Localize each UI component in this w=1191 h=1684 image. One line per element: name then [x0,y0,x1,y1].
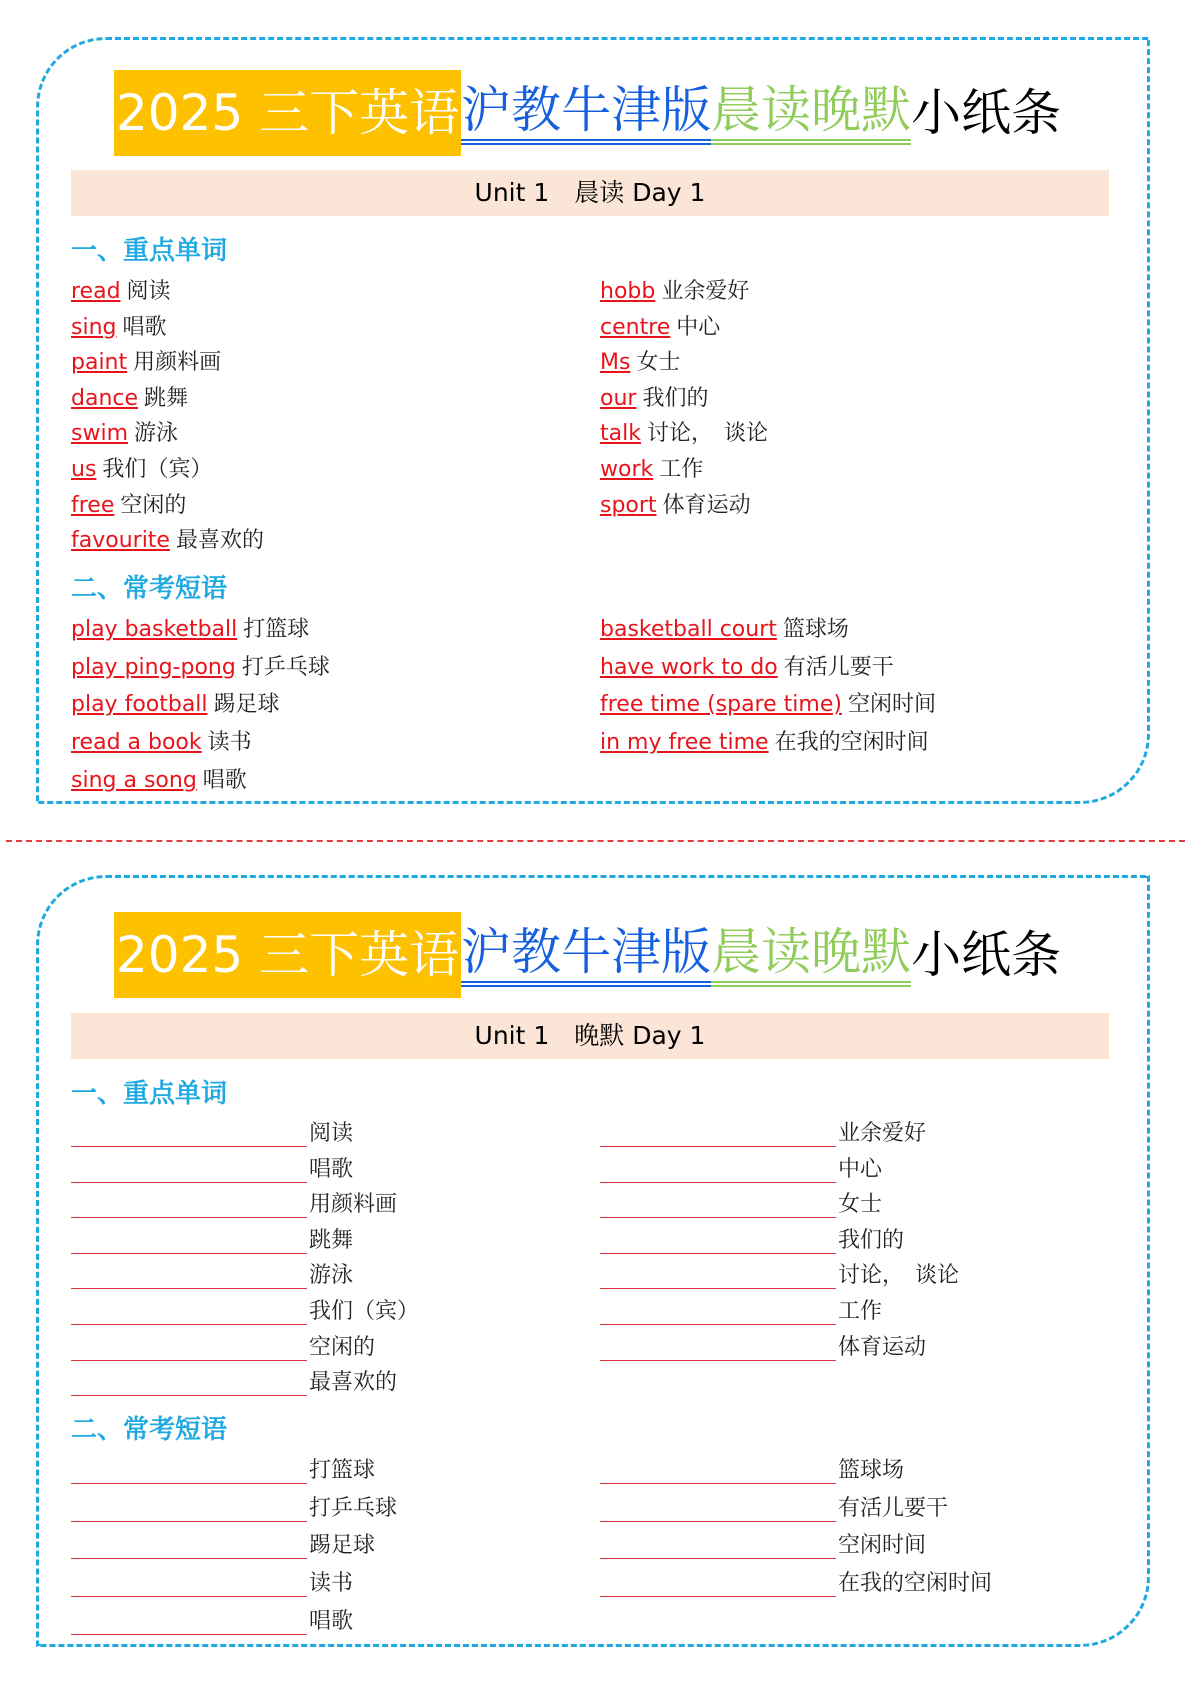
chinese-meaning: 讨论， 谈论 [646,421,768,447]
title-part1: 2025 三下英语 [114,912,461,998]
chinese-meaning: 我们（宾） [102,457,213,482]
chinese-meaning: 业余爱好 [838,1121,927,1146]
chinese-meaning: 业余爱好 [661,279,750,304]
answer-blank-line[interactable] [71,1499,307,1522]
list-item [600,687,936,718]
chinese-meaning: 工作 [659,457,704,482]
chinese-meaning: 踢足球 [309,1533,376,1559]
list-item [71,345,221,376]
chinese-meaning: 读书 [207,730,252,756]
chinese-meaning: 游泳 [134,421,179,447]
list-item [71,1491,397,1522]
list-item [600,1528,926,1559]
chinese-meaning: 篮球场 [838,1458,905,1483]
chinese-meaning: 唱歌 [202,767,247,793]
list-item [71,452,212,483]
chinese-meaning: 体育运动 [662,492,751,518]
english-term: work [600,457,654,482]
answer-blank-line[interactable] [600,1574,836,1597]
list-item [71,1152,353,1183]
answer-blank-line[interactable] [600,1302,836,1325]
chinese-meaning: 在我的空闲时间 [774,730,929,756]
list-item [600,1453,904,1484]
chinese-meaning: 游泳 [309,1263,354,1289]
answer-blank-line[interactable] [71,1373,307,1396]
english-term: dance [71,385,139,411]
title-part2: 沪教牛津版 [461,81,711,145]
list-item [600,452,703,483]
chinese-meaning: 用颜料画 [309,1192,398,1218]
answer-blank-line[interactable] [71,1266,307,1289]
list-item [600,1116,926,1147]
list-item [71,1566,353,1597]
chinese-meaning: 空闲的 [120,492,187,518]
chinese-meaning: 中心 [676,314,721,340]
english-term: read [71,279,121,304]
morning-phrases-heading: 二、常考短语 [71,574,228,604]
english-term: hobb [600,279,656,304]
answer-blank-line[interactable] [71,1124,307,1147]
chinese-meaning: 唱歌 [309,1608,354,1634]
list-item [600,1566,992,1597]
english-term: free time (spare time) [600,692,842,718]
chinese-meaning: 中心 [838,1156,883,1182]
chinese-meaning: 篮球场 [782,617,849,642]
chinese-meaning: 打乒乓球 [309,1495,398,1521]
list-item [71,1187,397,1218]
list-item [71,1453,375,1484]
english-term: our [600,385,637,411]
list-item [600,1223,904,1254]
list-item [600,1294,882,1325]
english-term: free [71,492,115,518]
answer-blank-line[interactable] [71,1231,307,1254]
cut-line-divider [6,840,1185,842]
list-item [600,310,720,341]
answer-blank-line[interactable] [600,1461,836,1484]
answer-blank-line[interactable] [71,1536,307,1559]
list-item [71,1116,353,1147]
list-item [71,1258,353,1289]
evening-phrases-heading: 二、常考短语 [71,1415,228,1445]
chinese-meaning: 用颜料画 [133,350,222,376]
english-term: paint [71,350,128,376]
answer-blank-line[interactable] [600,1124,836,1147]
list-item [600,1491,948,1522]
title-part3: 晨读晚默 [711,81,911,145]
list-item [600,650,894,681]
chinese-meaning: 体育运动 [838,1334,927,1360]
english-term: basketball court [600,617,777,642]
chinese-meaning: 打乒乓球 [241,654,330,680]
list-item [71,1528,375,1559]
chinese-meaning: 讨论， 谈论 [838,1263,960,1289]
list-item [71,523,264,554]
morning-title [114,70,1061,156]
chinese-meaning: 读书 [309,1571,354,1597]
answer-blank-line[interactable] [600,1266,836,1289]
list-item [71,1365,397,1396]
list-item [600,1330,926,1361]
chinese-meaning: 最喜欢的 [309,1370,398,1396]
chinese-meaning: 我们（宾） [309,1299,420,1324]
chinese-meaning: 最喜欢的 [175,528,264,554]
chinese-meaning: 空闲时间 [847,692,936,718]
chinese-meaning: 我们的 [838,1227,905,1253]
list-item [71,1330,375,1361]
title-part2: 沪教牛津版 [461,923,711,987]
list-item [71,763,247,794]
list-item [71,488,186,519]
list-item [600,1152,882,1183]
evening-words-heading: 一、重点单词 [71,1079,228,1109]
chinese-meaning: 女士 [636,350,681,376]
list-item [71,725,252,756]
english-term: favourite [71,528,170,554]
english-term: sing a song [71,767,197,793]
list-item [600,274,749,305]
chinese-meaning: 有活儿要干 [783,654,894,680]
chinese-meaning: 跳舞 [144,385,189,411]
english-term: Ms [600,350,631,376]
evening-unit-bar: Unit 1 晚默 Day 1 [71,1013,1109,1059]
list-item [71,274,171,305]
english-term: read a book [71,730,202,756]
title-part1: 2025 三下英语 [114,70,461,156]
chinese-meaning: 阅读 [309,1121,354,1146]
english-term: sing [71,314,117,340]
english-term: play ping-pong [71,654,236,680]
english-term: play football [71,692,208,718]
list-item [600,488,751,519]
morning-words-heading: 一、重点单词 [71,236,228,266]
list-item [71,1294,419,1325]
list-item [600,1187,882,1218]
list-item [71,1604,353,1635]
answer-blank-line[interactable] [600,1499,836,1522]
english-term: talk [600,421,641,447]
chinese-meaning: 打篮球 [309,1458,376,1483]
chinese-meaning: 我们的 [642,385,709,411]
answer-blank-line[interactable] [71,1461,307,1484]
chinese-meaning: 唱歌 [309,1156,354,1182]
title-part4: 小纸条 [911,84,1062,142]
answer-blank-line[interactable] [71,1338,307,1361]
chinese-meaning: 阅读 [126,279,171,304]
chinese-meaning: 在我的空闲时间 [838,1571,993,1597]
list-item [71,416,178,447]
english-term: swim [71,421,128,447]
morning-unit-bar: Unit 1 晨读 Day 1 [71,170,1109,216]
english-term: sport [600,492,657,518]
title-part4: 小纸条 [911,926,1062,984]
english-term: us [71,457,97,482]
list-item [600,725,929,756]
list-item [71,687,280,718]
answer-blank-line[interactable] [600,1231,836,1254]
answer-blank-line[interactable] [71,1612,307,1635]
chinese-meaning: 女士 [838,1192,883,1218]
list-item [71,612,309,643]
answer-blank-line[interactable] [600,1536,836,1559]
list-item [71,650,330,681]
answer-blank-line[interactable] [600,1195,836,1218]
answer-blank-line[interactable] [600,1160,836,1183]
english-term: play basketball [71,617,238,642]
answer-blank-line[interactable] [71,1195,307,1218]
title-part3: 晨读晚默 [711,923,911,987]
chinese-meaning: 踢足球 [213,692,280,718]
english-term: centre [600,314,671,340]
chinese-meaning: 打篮球 [243,617,310,642]
chinese-meaning: 有活儿要干 [838,1495,949,1521]
list-item [71,381,188,412]
answer-blank-line[interactable] [71,1302,307,1325]
list-item [600,345,680,376]
english-term: have work to do [600,654,778,680]
list-item [600,381,708,412]
chinese-meaning: 空闲时间 [838,1533,927,1559]
list-item [71,1223,353,1254]
answer-blank-line[interactable] [600,1338,836,1361]
english-term: in my free time [600,730,769,756]
chinese-meaning: 工作 [838,1299,883,1324]
answer-blank-line[interactable] [71,1160,307,1183]
list-item [600,1258,959,1289]
evening-title [114,912,1061,998]
answer-blank-line[interactable] [71,1574,307,1597]
chinese-meaning: 跳舞 [309,1227,354,1253]
chinese-meaning: 唱歌 [122,314,167,340]
list-item [600,416,768,447]
list-item [71,310,167,341]
chinese-meaning: 空闲的 [309,1334,376,1360]
list-item [600,612,849,643]
